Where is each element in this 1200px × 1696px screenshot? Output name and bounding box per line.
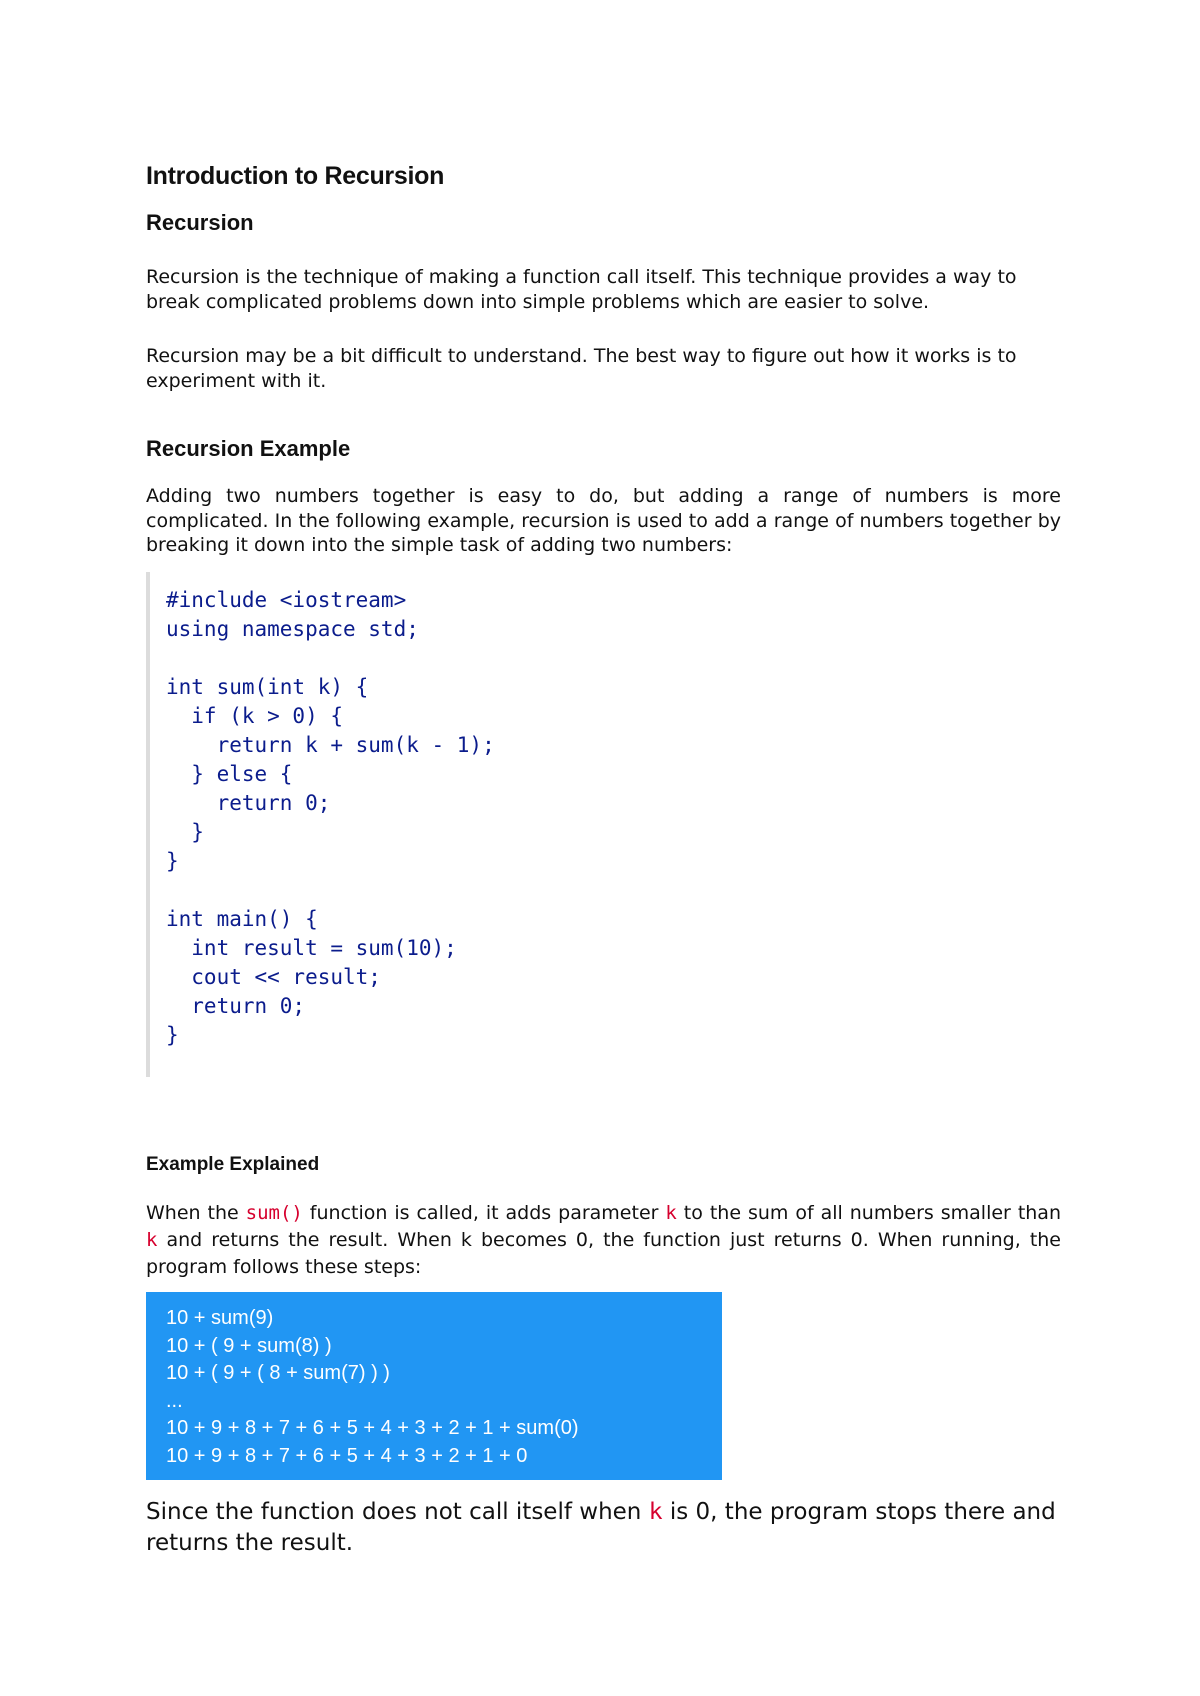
recursion-paragraph-2: Recursion may be a bit difficult to understand. The best way to figure out how it works is to experiment with it. [146,345,1017,392]
document-title: Introduction to Recursion [146,162,445,190]
recursion-paragraph-1: Recursion is the technique of making a function call itself. This technique provides a way to break complicated problems down into simple problems which are easier to solve. [146,266,1017,313]
section-heading-recursion: Recursion [146,210,254,235]
text-run: function is called, it adds parameter [302,1202,666,1224]
code-line: using namespace std; [166,617,419,641]
code-line: int sum(int k) { [166,675,369,699]
recursion-steps-box [146,1292,722,1480]
code-line: int main() { [166,907,318,931]
recursion-example-paragraph: Adding two numbers together is easy to do, but adding a range of numbers is more complicated. In the following example, recursion is used to add a range of numbers together by breaking it down into the simple task of adding two numbers: [146,485,1061,556]
inline-code-sum: sum() [245,1202,303,1224]
step-line: 10 + ( 9 + sum(8) ) [166,1334,332,1357]
code-line: return 0; [166,791,331,815]
code-line: return 0; [166,994,306,1018]
code-line: if (k > 0) { [166,704,344,728]
code-line: } [166,849,179,873]
example-explained-paragraph [146,1200,1061,1281]
code-line: int result = sum(10); [166,936,457,960]
code-line: } else { [166,762,293,786]
inline-code-k: k [665,1202,677,1224]
text-run: Since the function does not call itself when [146,1499,649,1525]
code-line: cout << result; [166,965,381,989]
code-line [166,876,706,905]
step-line: 10 + sum(9) [166,1307,274,1329]
text-run: When the [146,1202,246,1224]
step-line: ... [166,1389,183,1412]
text-run: to the sum of all numbers smaller than [676,1202,1061,1224]
code-line: #include <iostream> [166,588,407,612]
code-line: return k + sum(k - 1); [166,733,495,757]
code-example-block [146,572,706,1077]
conclusion-paragraph [146,1497,1061,1559]
inline-code-k: k [648,1499,663,1525]
text-run: and returns the result. When k becomes 0, the function just returns 0. When running, the program follows these steps: [146,1229,1061,1278]
code-line [166,644,706,673]
step-line: 10 + 9 + 8 + 7 + 6 + 5 + 4 + 3 + 2 + 1 + sum(0) [166,1417,579,1439]
code-line: } [166,820,204,844]
step-line: 10 + ( 9 + ( 8 + sum(7) ) ) [166,1362,390,1384]
text-run: is 0, the program stops there and returns the result. [146,1499,1056,1556]
step-line: 10 + 9 + 8 + 7 + 6 + 5 + 4 + 3 + 2 + 1 + 0 [166,1444,528,1467]
code-line: } [166,1023,179,1047]
section-heading-example-explained: Example Explained [146,1154,320,1175]
inline-code-k: k [146,1229,158,1251]
section-heading-recursion-example: Recursion Example [146,436,351,461]
